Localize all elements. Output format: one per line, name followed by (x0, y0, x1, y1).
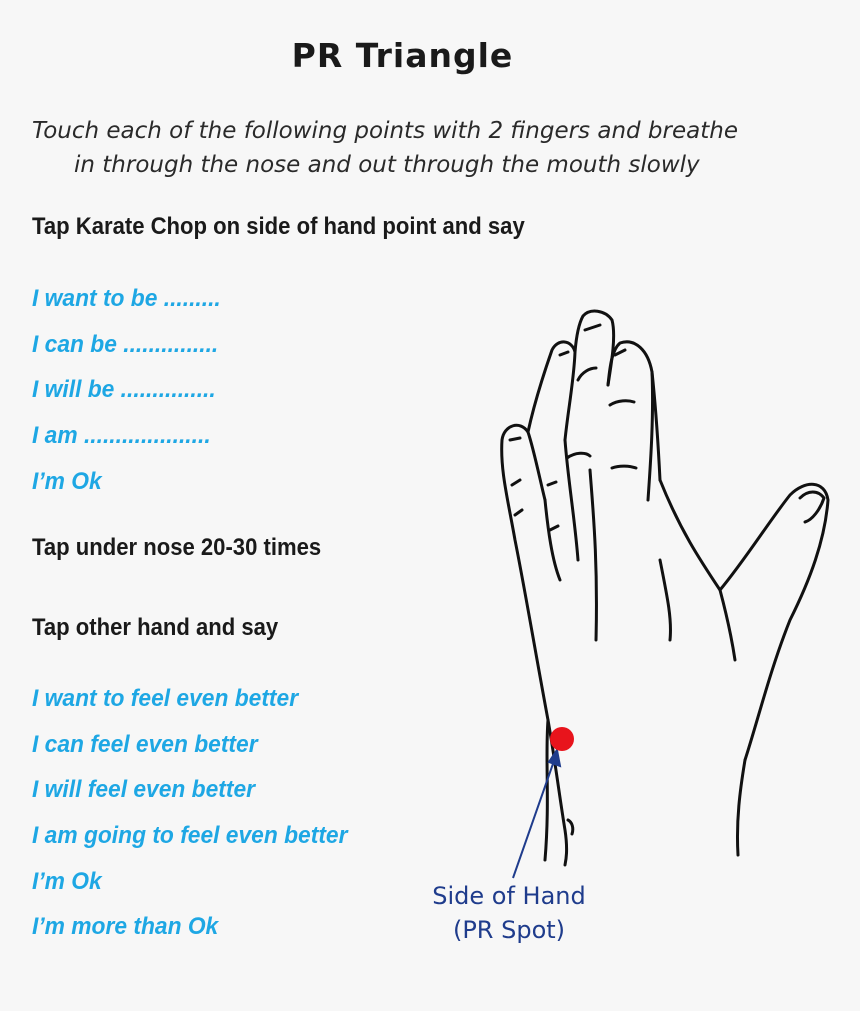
thumb-outline (660, 480, 828, 760)
instruction-line-2: in through the nose and out through the mouth slowly (74, 152, 700, 178)
affirmation-item: I will feel even better (32, 776, 256, 803)
spot-label-line-2: (PR Spot) (452, 916, 566, 944)
pointer-arrow (513, 750, 560, 878)
affirmation-item: I’m Ok (32, 868, 102, 895)
karate-chop-heading: Tap Karate Chop on side of hand point and say (32, 213, 525, 240)
instruction-line-1: Touch each of the following points with 2 fingers and breathe (32, 118, 738, 144)
other-hand-heading: Tap other hand and say (32, 614, 279, 641)
affirmation-item: I can be ............... (32, 331, 219, 358)
pr-spot-marker (550, 727, 574, 751)
spot-label-line-1: Side of Hand (432, 882, 586, 910)
tap-nose-heading: Tap under nose 20-30 times (32, 534, 322, 561)
page-title: PR Triangle (291, 36, 514, 75)
affirmation-item: I am going to feel even better (32, 822, 348, 849)
ring-finger-outline (528, 342, 575, 440)
affirmation-item: I will be ............... (32, 376, 216, 403)
affirmation-item: I want to be ......... (32, 285, 221, 312)
affirmation-item: I’m more than Ok (32, 913, 219, 940)
pinky-finger-outline (502, 425, 548, 860)
affirmation-item: I am .................... (32, 422, 211, 449)
affirmation-item: I’m Ok (32, 468, 102, 495)
affirmation-item: I want to feel even better (32, 685, 299, 712)
affirmation-item: I can feel even better (32, 731, 258, 758)
